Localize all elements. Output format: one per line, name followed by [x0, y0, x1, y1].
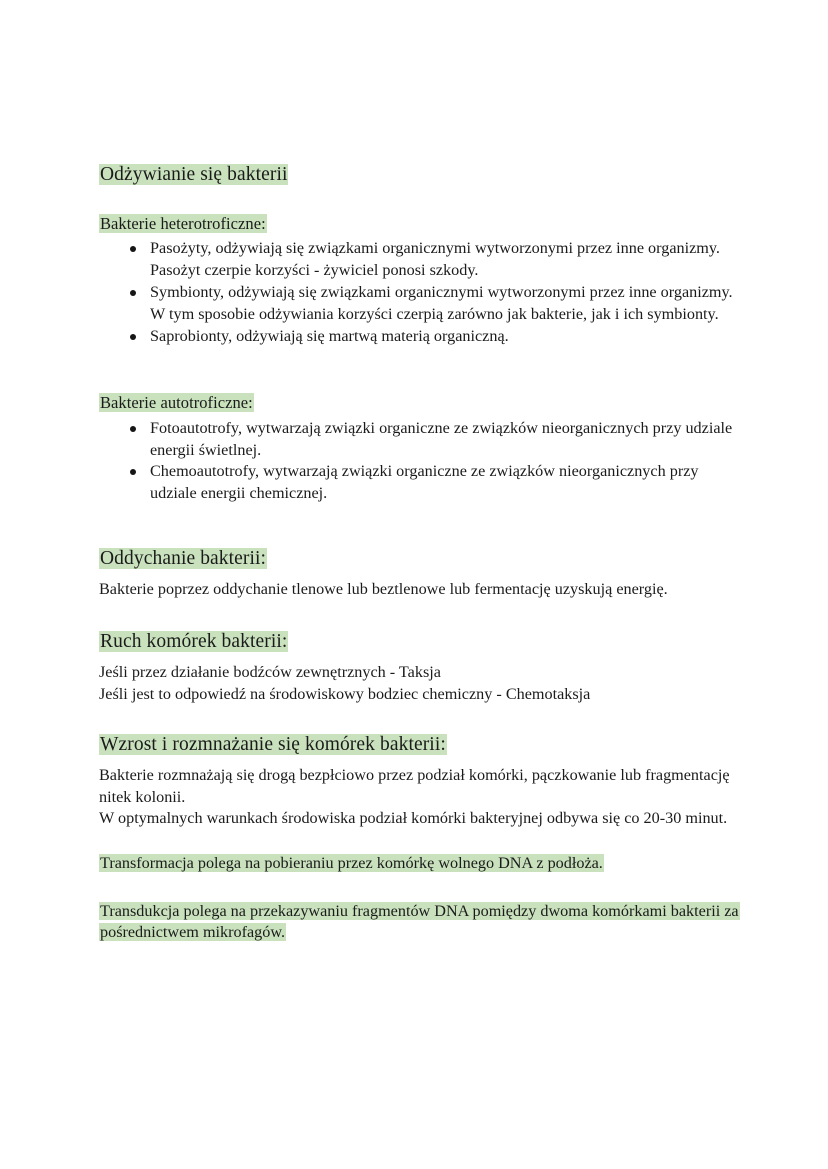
spacer	[99, 705, 739, 733]
spacer	[99, 830, 739, 853]
list-item	[99, 326, 739, 348]
spacer	[99, 758, 739, 765]
spacer	[99, 875, 739, 901]
subheading-autotrophic-text: Bakterie autotroficzne:	[100, 393, 253, 413]
spacer	[99, 188, 739, 213]
subheading-autotrophic	[99, 392, 739, 413]
spacer	[99, 505, 739, 547]
list-item-text: Saprobionty, odżywiają się martwą materią organiczną.	[150, 326, 509, 345]
transduction-paragraph	[99, 901, 739, 944]
movement-line-text: Jeśli jest to odpowiedź na środowiskowy bodziec chemiczny - Chemotaksja	[99, 684, 591, 703]
respiration-line-text: Bakterie poprzez oddychanie tlenowe lub beztlenowe lub fermentację uzyskują energię.	[99, 579, 668, 598]
list-heterotrophic	[99, 238, 739, 347]
respiration-line	[99, 579, 739, 601]
list-item-text: Fotoautotrofy, wytwarzają związki organiczne ze związków nieorganicznych przy udziale energii świetlnej.	[150, 418, 733, 459]
list-item	[99, 461, 739, 505]
movement-line	[99, 662, 739, 684]
transformation-paragraph-text: Transformacja polega na pobieraniu przez komórkę wolnego DNA z podłoża.	[100, 854, 603, 872]
heading-movement-text: Ruch komórek bakterii:	[100, 631, 288, 653]
list-item	[99, 418, 739, 462]
spacer	[99, 572, 739, 579]
transformation-paragraph	[99, 853, 739, 875]
subheading-heterotrophic-text: Bakterie heterotroficzne:	[100, 213, 266, 233]
growth-paragraph-text: Bakterie rozmnażają się drogą bezpłciowo przez podział komórki, pączkowanie lub fragmentację nitek kolonii.	[99, 766, 730, 806]
list-item-text: Chemoautotrofy, wytwarzają związki organiczne ze związków nieorganicznych przy udziale energii chemicznej.	[150, 462, 699, 503]
list-item-text: Pasożyty, odżywiają się związkami organicznymi wytworzonymi przez inne organizmy. Pasożyt czerpie korzyści - żywiciel ponosi szkody.	[150, 239, 720, 280]
growth-paragraph	[99, 765, 739, 808]
subheading-heterotrophic	[99, 213, 739, 234]
movement-line-text: Jeśli przez działanie bodźców zewnętrznych - Taksja	[99, 663, 441, 682]
document-body	[99, 163, 739, 944]
movement-line	[99, 684, 739, 706]
list-item-text: Symbionty, odżywiają się związkami organicznymi wytworzonymi przez inne organizmy. W tym sposobie odżywiania korzyści czerpią zarówno jak bakterie, jak i ich symbionty.	[150, 282, 733, 323]
list-item	[99, 238, 739, 282]
heading-nutrition	[99, 163, 739, 188]
transduction-paragraph-text: Transdukcja polega na przekazywaniu fragmentów DNA pomiędzy dwoma komórkami bakterii za pośrednictwem mikrofagów.	[100, 901, 739, 942]
list-autotrophic	[99, 418, 739, 505]
spacer	[99, 655, 739, 662]
heading-respiration-text: Oddychanie bakterii:	[100, 547, 267, 569]
spacer	[99, 347, 739, 392]
growth-paragraph	[99, 808, 739, 830]
heading-nutrition-text: Odżywianie się bakterii	[100, 164, 288, 185]
growth-paragraph-text: W optymalnych warunkach środowiska podział komórki bakteryjnej odbywa się co 20-30 minut.	[99, 809, 728, 828]
spacer	[99, 600, 739, 630]
heading-growth-text: Wzrost i rozmnażanie się komórek bakterii:	[100, 734, 446, 756]
heading-movement	[99, 630, 739, 655]
heading-growth	[99, 733, 739, 758]
heading-respiration	[99, 547, 739, 572]
list-item	[99, 282, 739, 326]
